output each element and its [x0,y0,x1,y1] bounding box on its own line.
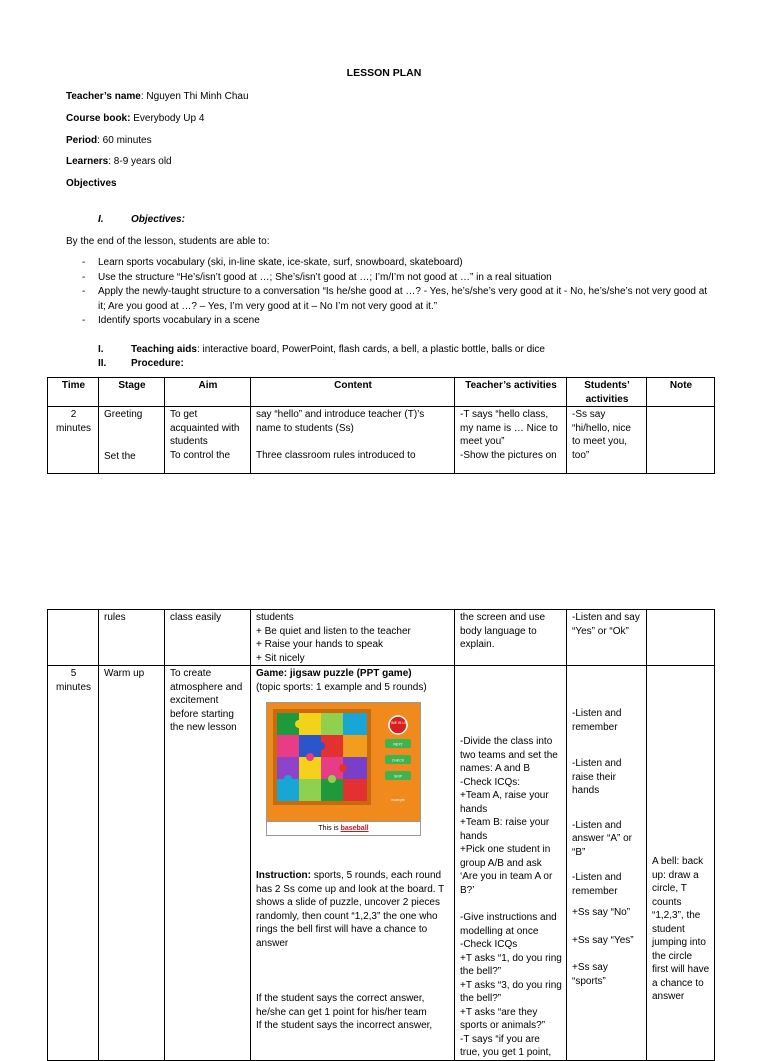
header-time: Time [48,378,99,407]
procedure-line: II. Procedure: [98,358,184,369]
objective-item: - Use the structure “He’s/isn’t good at …; She’s/isn’t good at …; I’m/I’m not good at …” in a real situation [82,271,712,286]
cell-aim: To get acquainted with students To control the [165,407,251,474]
objectives-intro: By the end of the lesson, students are able to: [66,236,270,247]
cell-stage: rules [99,610,165,666]
table-row [48,610,715,666]
table-row [48,666,715,1061]
svg-text:example: example [391,798,405,802]
cell-students: -Listen and say “Yes” or “Ok” [567,610,647,666]
cell-content: say “hello” and introduce teacher (T)’s name to students (Ss) Three classroom rules introduced to [251,407,455,474]
course-book-line: Course book: Everybody Up 4 [66,113,205,124]
cell-note [647,407,715,474]
cell-students: -Listen and remember -Listen and raise their hands -Listen and answer “A” or “B” -Listen and remember +Ss say “No” +Ss say “Yes” +Ss say “sports” [567,666,647,1061]
cell-note: A bell: back up: draw a circle, T counts “1,2,3”, the student jumping into the circle first will have a chance to answer [647,666,715,1061]
game-subtitle: (topic sports: 1 example and 5 rounds) [256,681,427,693]
svg-text:CHECK: CHECK [391,758,405,763]
correct-rule: If the student says the correct answer, he/she can get 1 point for his/her team [256,993,427,1018]
cell-aim: class easily [165,610,251,666]
incorrect-rule: If the student says the incorrect answer, [256,1020,433,1031]
procedure-table-page1 [47,377,715,474]
cell-students: -Ss say “hi/hello, nice to meet you, too” [567,407,647,474]
objective-item: - Apply the newly-taught structure to a conversation “Is he/she good at …? - Yes, he’s/she’s very good at it - No, he’s/she’s not very good at it; Are you good at …? – Yes, I’m very good at it – No I’m not very good at it.” [82,285,712,314]
cell-time: 2 minutes [48,407,99,474]
cell-aim: To create atmosphere and excitement before starting the new lesson [165,666,251,1061]
objectives-list [82,256,712,329]
learners-line: Learners: 8-9 years old [66,156,172,167]
header-stage: Stage [99,378,165,407]
svg-text:TIME IS UP: TIME IS UP [388,721,408,725]
page-title: LESSON PLAN [346,67,422,79]
objectives-heading: I. Objectives: [98,214,185,225]
instruction-text: Instruction: sports, 5 rounds, each round has 2 Ss come up and look at the board. T shows a slide of puzzle, uncover 2 pieces randomly, then count “1,2,3” the one who rings the bell first will have a chance to answer [256,870,445,949]
jigsaw-puzzle-image [266,702,421,822]
cell-content [251,666,455,1061]
period-line: Period: 60 minutes [66,135,152,146]
cell-time: 5 minutes [48,666,99,1061]
cell-content: students + Be quiet and listen to the teacher + Raise your hands to speak + Sit nicely [251,610,455,666]
objective-item: - Identify sports vocabulary in a scene [82,314,712,329]
cell-teacher: the screen and use body language to explain. [455,610,567,666]
teaching-aids-line: I. Teaching aids: interactive board, PowerPoint, flash cards, a bell, a plastic bottle, balls or dice [98,344,545,355]
header-students-activities: Students’ activities [567,378,647,407]
cell-teacher: -T says “hello class, my name is … Nice to meet you” -Show the pictures on [455,407,567,474]
cell-note [647,610,715,666]
puzzle-graphic [267,703,420,821]
cell-time [48,610,99,666]
cell-stage: Warm up [99,666,165,1061]
table-header-row [48,378,715,407]
header-note: Note [647,378,715,407]
svg-text:NEXT: NEXT [393,742,403,747]
svg-text:SKIP: SKIP [394,774,402,779]
cell-teacher: -Divide the class into two teams and set the names: A and B -Check ICQs: +Team A, raise your hands +Team B: raise your hands +Pick one student in group A/B and ask ‘Are you in team A or B?’ -Give instructions and modelling at once -Check ICQs +T asks “1, do you ring the bell?” +T asks “3, do you ring the bell?” +T asks “are they sports or animals?” -T says “if you are true, you get 1 point, [455,666,567,1061]
teacher-name-line: Teacher’s name: Nguyen Thi Minh Chau [66,91,249,102]
cell-stage: Greeting Set the [99,407,165,474]
header-aim: Aim [165,378,251,407]
table-row [48,407,715,474]
game-title: Game: jigsaw puzzle (PPT game) [256,668,412,679]
header-teacher-activities: Teacher’s activities [455,378,567,407]
objectives-label: Objectives [66,178,117,189]
objective-item: - Learn sports vocabulary (ski, in-line skate, ice-skate, surf, snowboard, skateboard) [82,256,712,271]
puzzle-caption: This is baseball [266,822,421,836]
header-content: Content [251,378,455,407]
procedure-table-page2 [47,609,715,1061]
